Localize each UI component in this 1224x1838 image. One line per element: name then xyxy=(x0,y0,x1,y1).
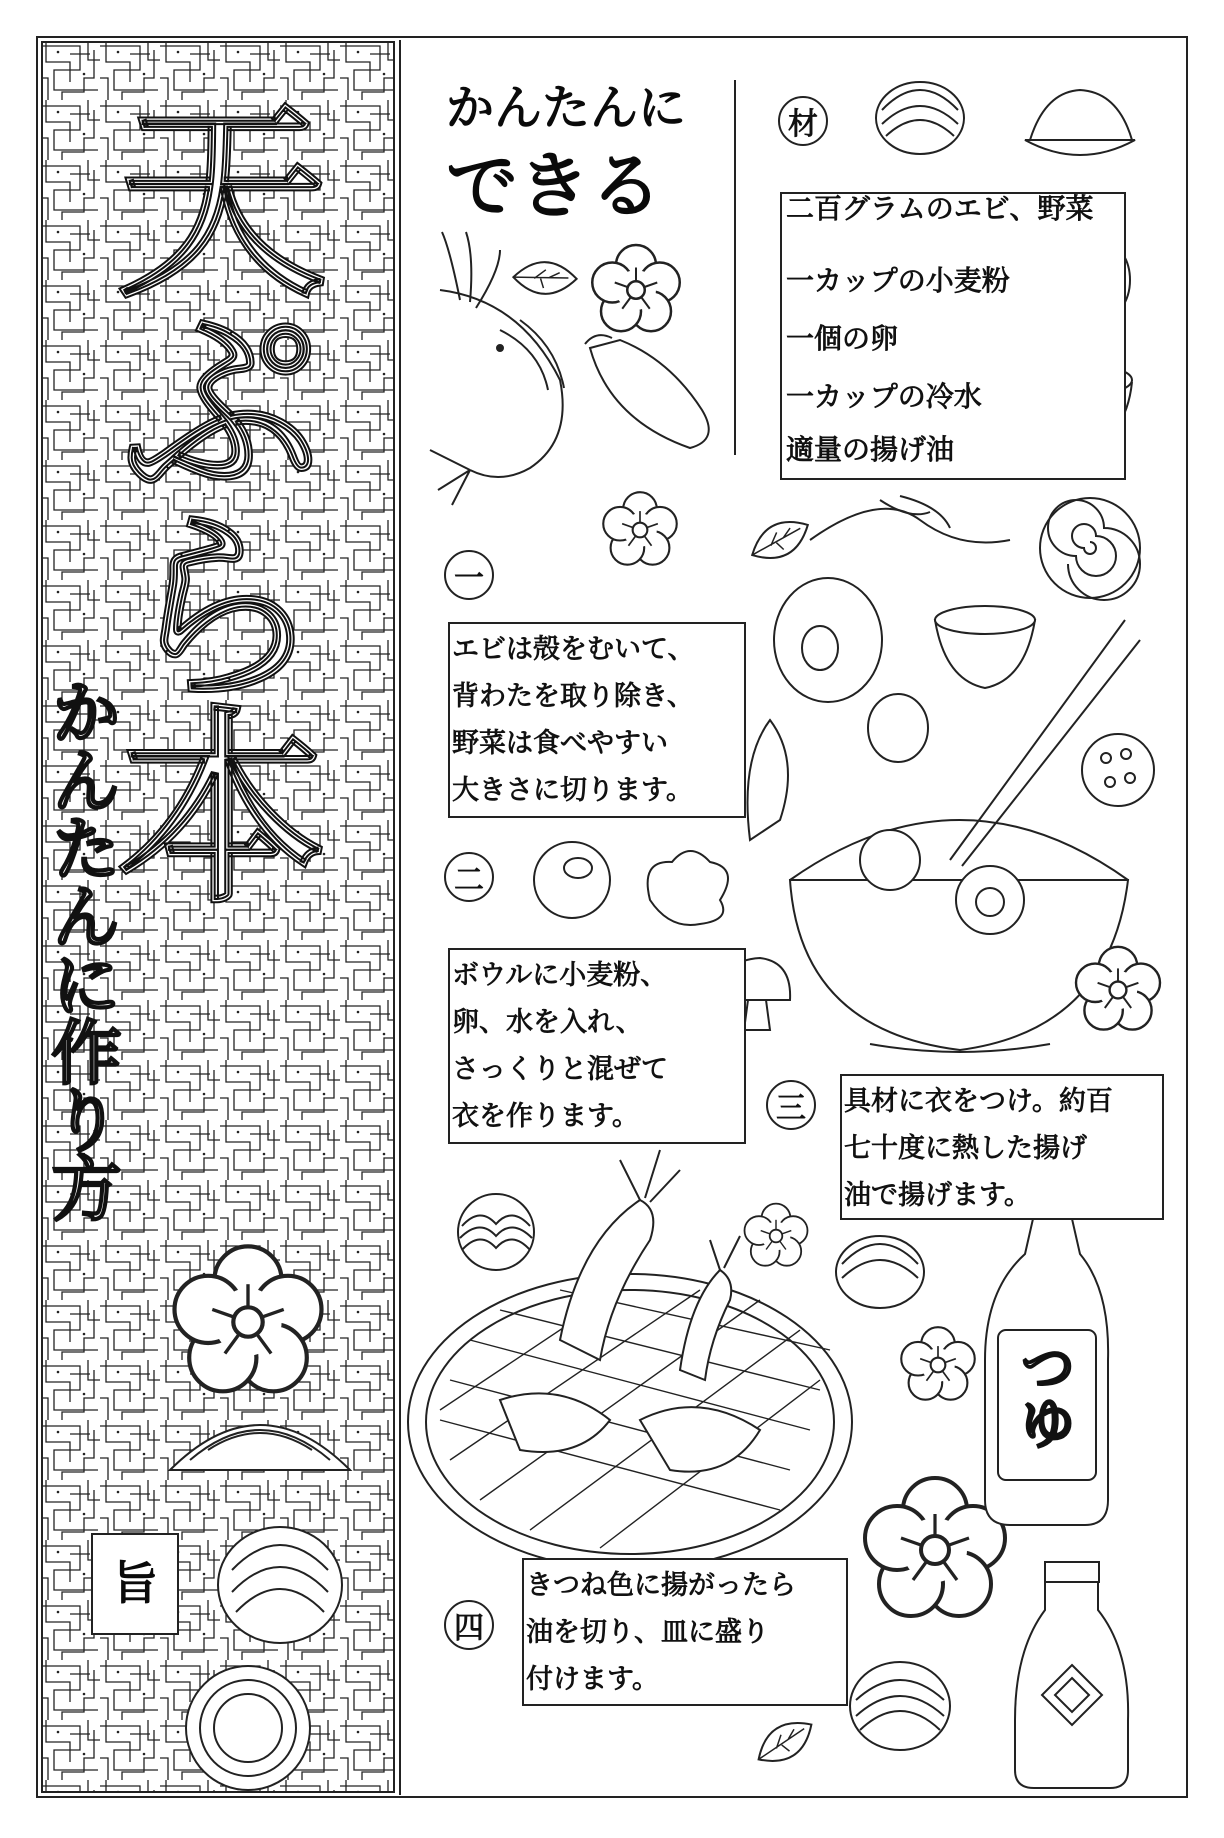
ingredients-list xyxy=(780,192,1126,480)
step-4-number: 四 xyxy=(444,1600,494,1650)
step-line: 卵、水を入れ、 xyxy=(452,1007,643,1038)
step-line: 野菜は食べやすい xyxy=(452,728,668,759)
step-2-number: 二 xyxy=(444,852,494,902)
step-line: 背わたを取り除き、 xyxy=(452,681,694,712)
step-3-number: 三 xyxy=(766,1080,816,1130)
banner-subtitle: かんたんに作り方 xyxy=(40,676,123,1220)
step-line: 具材に衣をつけ。約百 xyxy=(844,1086,1113,1117)
step-line: 大きさに切ります。 xyxy=(452,775,693,806)
ingredients-marker: 材 xyxy=(778,96,828,146)
step-3-text xyxy=(840,1074,1164,1220)
ingredient-item: 一カップの小麦粉 xyxy=(786,264,1010,297)
headline-line1: かんたんに xyxy=(446,80,687,136)
banner-seal: 旨 xyxy=(112,1556,158,1610)
headline-line2: できる xyxy=(446,143,663,228)
ingredient-item: 一カップの冷水 xyxy=(786,380,982,413)
step-line: きつね色に揚がったら xyxy=(526,1570,796,1601)
tsuyu-bottle-label: つゆ xyxy=(1011,1338,1077,1450)
ingredient-item: 一個の卵 xyxy=(786,322,899,355)
step-line: 付けます。 xyxy=(526,1664,659,1695)
step-line: 油で揚げます。 xyxy=(844,1180,1031,1211)
step-4-text xyxy=(522,1558,848,1706)
step-line: 油を切り、皿に盛り xyxy=(526,1617,769,1648)
step-line: さっくりと混ぜて xyxy=(452,1054,668,1085)
step-line: 衣を作ります。 xyxy=(452,1101,639,1132)
step-1-text xyxy=(448,622,746,818)
step-line: ボウルに小麦粉、 xyxy=(452,960,668,991)
step-line: 七十度に熱した揚げ xyxy=(844,1133,1087,1164)
step-1-number: 一 xyxy=(444,550,494,600)
step-line: エビは殻をむいて、 xyxy=(452,634,695,665)
step-2-text xyxy=(448,948,746,1144)
ingredient-item: 二百グラムのエビ、野菜 xyxy=(786,192,1094,225)
ingredient-item: 適量の揚げ油 xyxy=(786,433,955,466)
banner-title: 天ぷら本 xyxy=(82,92,329,900)
